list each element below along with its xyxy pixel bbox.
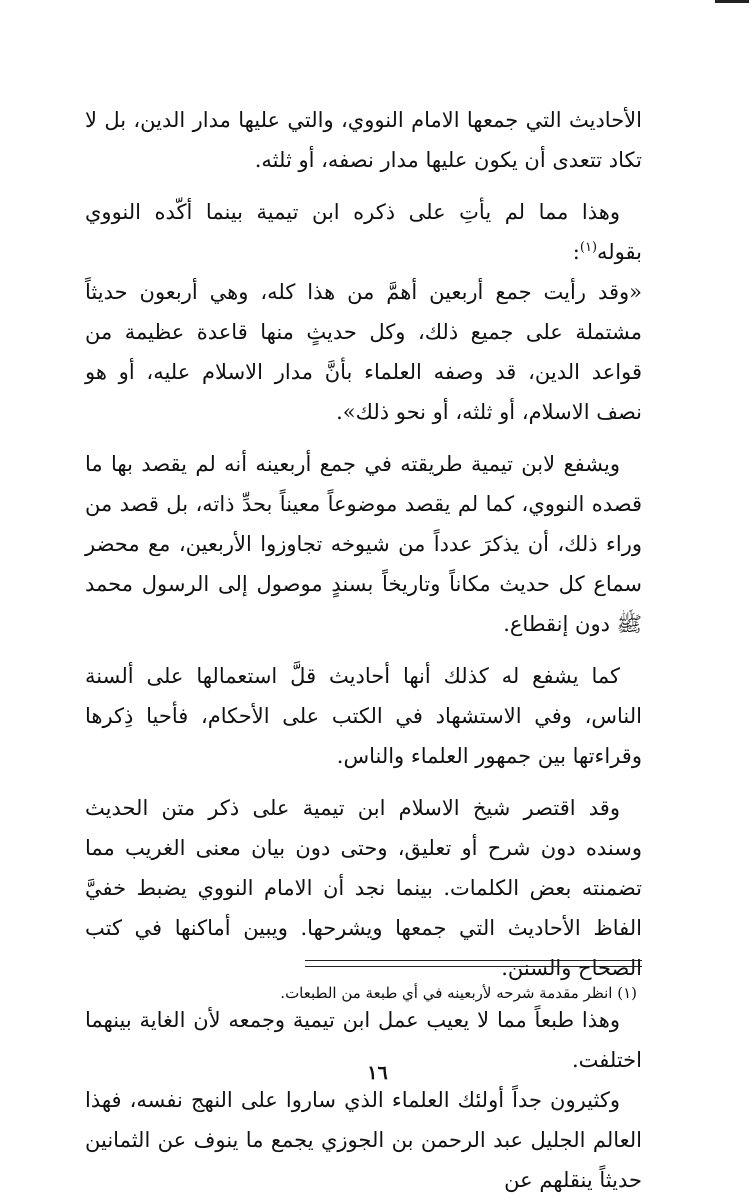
paragraph: وهذا طبعاً مما لا يعيب عمل ابن تيمية وجمعه لأن الغاية بينهما اختلفت. [85, 1008, 642, 1072]
page-number: ١٦ [367, 1062, 388, 1084]
quote-paragraph: «وقد رأيت جمع أربعين أهمَّ من هذا كله، وهي أربعون حديثاً مشتملة على جميع ذلك، وكل حديثٍ منها قاعدة عظيمة من قواعد الدين، قد وصفه العلماء بأنَّ مدار الاسلام عليه، أو هو نصف الاسلام، أو ثلثه، أو نحو ذلك». [85, 280, 642, 424]
paragraph: ويشفع لابن تيمية طريقته في جمع أربعينه أنه لم يقصد بها ما قصده النووي، كما لم يقصد موضوعاً معيناً بحدِّ ذاته، بل قصد من وراء ذلك، أن يذكرَ عدداً من شيوخه تجاوزوا الأربعين، مع محضر سماع كل حديث مكاناً وتاريخاً بسندٍ موصول إلى الرسول محمد ﷺ دون إنقطاع. [85, 452, 643, 636]
paragraph: وكثيرون جداً أولئك العلماء الذي ساروا على النهج نفسه، فهذا العالم الجليل عبد الرحمن بن الجوزي يجمع ما ينوف عن الثمانين حديثاً ينقلهم عن [85, 1088, 642, 1192]
main-text [85, 100, 642, 1200]
footnote-divider [305, 960, 642, 961]
footnote-divider [305, 966, 642, 967]
paragraph-text: وهذا مما لم يأتِ على ذكره ابن تيمية بينما أكّده النووي بقوله [85, 200, 642, 264]
paragraph: كما يشفع له كذلك أنها أحاديث قلَّ استعمالها على ألسنة الناس، وفي الاستشهاد في الكتب على الأحكام، فأحيا ذِكرها وقراءتها بين جمهور العلماء والناس. [85, 664, 642, 768]
top-edge-mark [715, 0, 749, 3]
paragraph-colon: : [572, 240, 580, 264]
paragraph: الأحاديث التي جمعها الامام النووي، والتي عليها مدار الدين، بل لا تكاد تتعدى أن يكون عليها مدار نصفه، أو ثلثه. [85, 108, 642, 172]
footnote: (١) انظر مقدمة شرحه لأربعينه في أي طبعة من الطبعات. [280, 984, 637, 1002]
footnote-reference: (١) [579, 240, 598, 255]
paragraph [85, 192, 642, 272]
paragraph: وقد اقتصر شيخ الاسلام ابن تيمية على ذكر متن الحديث وسنده دون شرح أو تعليق، وحتى دون بيان معنى الغريب مما تضمنته بعض الكلمات. بينما نجد أن الامام النووي يضبط خفيَّ الفاظ الأحاديث التي جمعها ويشرحها. ويبين أماكنها في كتب الصحاح والسنن. [85, 796, 642, 980]
